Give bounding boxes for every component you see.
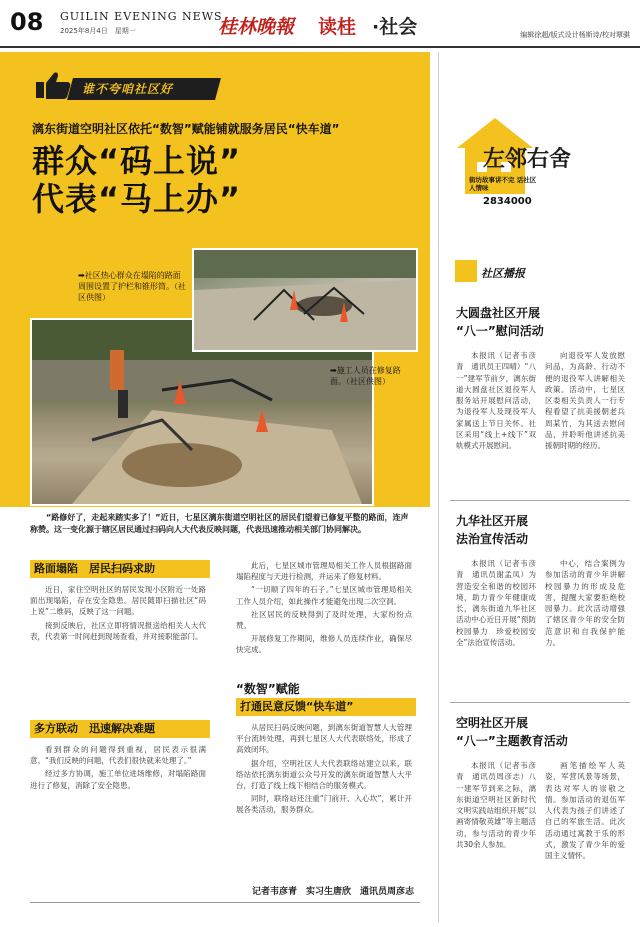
- paragraph: 同时，联络站还注重“门前开、入心坎”，累计开展各类活动，服务群众。: [236, 794, 412, 815]
- news-brief-3-col2: [545, 760, 625, 864]
- paragraph: 本报讯（记者韦彦青 通讯员谢孟凤）为营造安全和谐的校园环境，助力青少年健康成长，漓东街道九华社区活动中心近日开展“预防校园暴力 珍爱校园安全”法治宣传活动。: [456, 559, 536, 648]
- news-brief-title-3: [456, 714, 626, 750]
- title-line: 法治宣传活动: [456, 532, 529, 546]
- title-line: 空明社区开展: [456, 716, 529, 730]
- photo-caption-bottom: ➡施工人员在修复路面。（社区供图）: [330, 366, 401, 386]
- paragraph: 看到群众的问题得到重视，居民表示很满意。“我们反映的问题，代表们很快就来处理了。”: [30, 745, 206, 766]
- news-brief-1-col2: [545, 350, 625, 454]
- editor-credits: 编辑徐超/版式设计杨斯诗/校对覃骐: [520, 31, 630, 39]
- title-line: “八一”慰问活动: [456, 324, 544, 338]
- logo-subtitle: 街坊故事讲不完 话社区人情味: [469, 176, 537, 192]
- page-header: [0, 0, 640, 48]
- article-byline: 记者韦彦青 实习生唐欣 通讯员周彦志: [252, 887, 415, 897]
- paragraph: 开展修复工作期间，维修人员连续作业，确保尽快完成。: [236, 634, 412, 655]
- logo-hotline: 2834000: [483, 196, 532, 207]
- paragraph: 此后，七星区城市管理局相关工作人员根据路面塌陷程度与天进行检测，并运来了修复材料。: [236, 561, 412, 582]
- divider: [450, 500, 630, 501]
- page-number: 08: [10, 8, 44, 36]
- tag-block-icon: [455, 260, 477, 282]
- section-title: 读桂: [318, 16, 357, 38]
- article-lede: “路修好了，走起来踏实多了！”近日，七星区漓东街道空明社区的居民们望着已修复平整的路面，连声称赞。这一变化源于辖区居民通过扫码向人大代表反映问题，代表迅速推动相关部门协同解决。: [30, 513, 409, 534]
- title-line: “八一”主题教育活动: [456, 734, 568, 748]
- issue-date: 2025年8月4日 星期一: [60, 27, 136, 35]
- news-brief-1-col1: [456, 350, 536, 454]
- paragraph: 本报讯（记者韦彦青 通讯员王四晴）“八一”建军节前夕，漓东街道大圆盘社区退役军人服务站开展慰问活动，为退役军人及现役军人家属送上节日关怀。社区采用“线上+线下”双轨模式开展慰问。: [456, 351, 536, 451]
- article-headline: [32, 142, 241, 218]
- news-brief-title-2: [456, 512, 626, 548]
- divider: [450, 702, 630, 703]
- column-tag: [30, 70, 220, 100]
- right-column-tag-label: 社区播报: [481, 267, 525, 280]
- paragraph: 画笔描绘军人英姿，军营风景等场景，表达对军人的崇敬之情。参加活动的退伍军人代表为孩子们讲述了自己的军旅生活。此次活动通过寓教于乐的形式，激发了青少年的爱国主义情怀。: [545, 761, 625, 861]
- right-column-tag: [455, 258, 555, 286]
- column-logo: [455, 108, 630, 218]
- photo-caption-top: ➡社区热心群众在塌陷的路面周围设置了护栏和锥形筒。（社区供图）: [78, 271, 186, 302]
- column-divider: [438, 52, 439, 922]
- paragraph: “一切顺了四年的石子。”七星区城市管理局相关工作人员介绍，如此操作才能避免出现二次空洞。: [236, 585, 412, 606]
- title-line: 九华社区开展: [456, 514, 529, 528]
- paragraph: 社区居民的反映得到了及时处理，大家纷纷点赞。: [236, 609, 412, 631]
- column-2-body: [236, 560, 412, 658]
- headline-line-2: 代表“马上办”: [32, 180, 242, 218]
- article-subtitle: 漓东街道空明社区依托“数智”赋能铺就服务居民“快车道”: [32, 122, 340, 136]
- paragraph: 接到反映后，社区立即将情况报送给相关人大代表，代表第一时间赶到现场查看，并对接职能部门。: [30, 620, 206, 641]
- section-1-body: [30, 584, 206, 644]
- news-brief-title-1: [456, 304, 626, 340]
- paragraph: 据介绍，空明社区人大代表联络站建立以来，联络站依托漓东街道公众号开发的漓东街道智慧人大平台，打造了线上线下相结合的服务模式。: [236, 758, 412, 791]
- paragraph: 从居民扫码反映问题，到漓东街道智慧人大管理平台流转处理，再到七星区人大代表联络处，形成了高效闭环。: [236, 723, 412, 755]
- paragraph: 近日，家住空明社区的居民发现小区附近一处路面出现塌陷，存在安全隐患。居民随即扫描社区“码上说”二维码，反映了这一问题。: [30, 585, 206, 617]
- paragraph: 中心，结合案例为参加活动的青少年讲解校园暴力的形成及危害，提醒大家要拒绝校园暴力。此次活动增强了辖区青少年的安全防范意识和自我保护能力。: [545, 559, 625, 648]
- thumbs-up-icon: [34, 70, 72, 100]
- news-brief-2-col1: [456, 558, 536, 650]
- section-subtitle: ·社会: [372, 16, 418, 38]
- title-line: 大圆盘社区开展: [456, 306, 541, 320]
- section-heading-3b: 打通民意反馈“快车道”: [236, 698, 416, 716]
- bottom-rule: [30, 902, 420, 903]
- logo-title: 左邻右舍: [483, 146, 572, 172]
- barrier-illustration: [194, 250, 416, 350]
- section-heading-2: 多方联动 迅速解决难题: [30, 720, 210, 738]
- news-brief-2-col2: [545, 558, 625, 650]
- headline-line-1: 群众“码上说”: [32, 142, 242, 180]
- paper-name: GUILIN EVENING NEWS: [60, 10, 223, 23]
- news-brief-3-col1: [456, 760, 536, 852]
- section-heading-3a: “数智”赋能: [236, 682, 300, 696]
- photo-barriers: [192, 248, 418, 352]
- section-3-body: [236, 722, 412, 818]
- masthead-logo: 桂林晚報: [218, 16, 295, 38]
- section-heading-1: 路面塌陷 居民扫码求助: [30, 560, 210, 578]
- section-2-body: [30, 744, 206, 793]
- paragraph: 本报讯（记者韦彦青 通讯员周彦志）八一建军节到来之际，漓东街道空明社区新时代文明实践站组织开展“以画寄情敬英雄”等主题活动，参与活动的青少年共30余人参加。: [456, 761, 536, 850]
- column-tag-label: 谁不夸咱社区好: [82, 82, 174, 96]
- paragraph: 经过多方协调，施工单位进场维修，对塌陷路面进行了修复，消除了安全隐患。: [30, 769, 206, 790]
- paragraph: 向退役军人发放慰问品，为高龄、行动不便的退役军人讲解相关政策。活动中，七星区区委相关负责人一行专程看望了抗美援朝老兵周某竹，为其送去慰问品，并聆听他讲述抗美援朝时期的经历。: [545, 351, 625, 451]
